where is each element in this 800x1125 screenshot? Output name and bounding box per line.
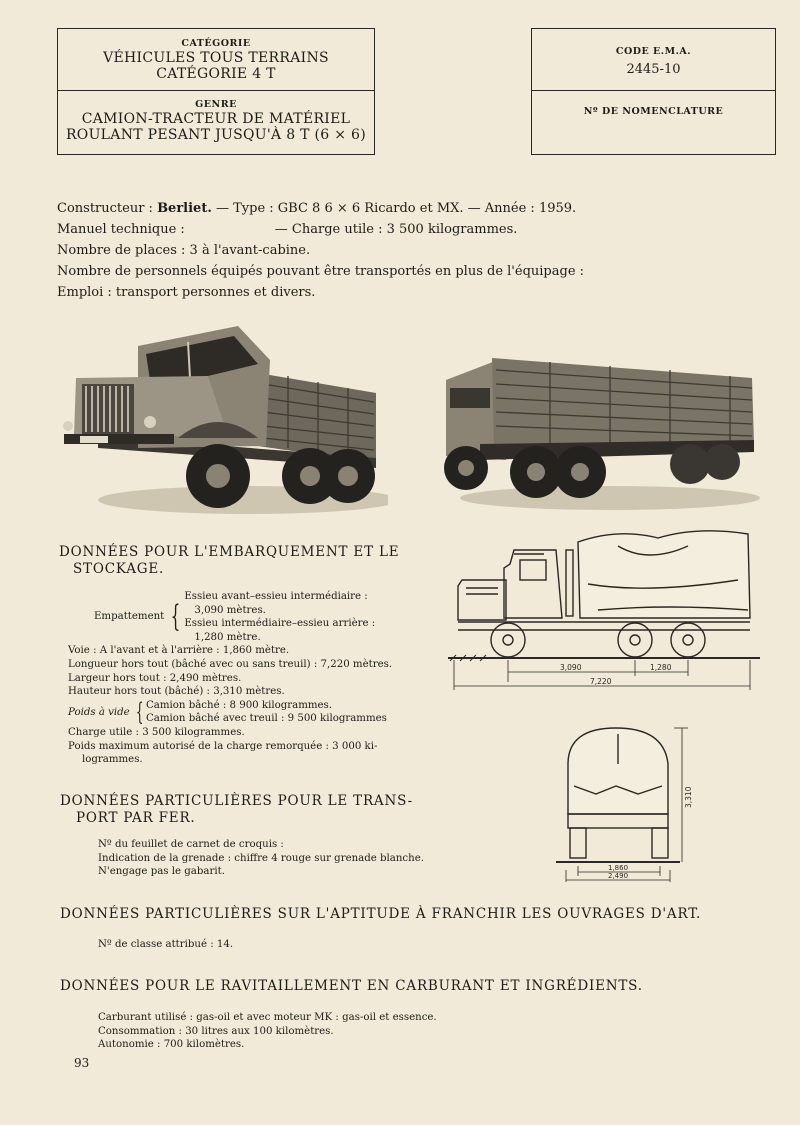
emp-line-a1: Essieu avant–essieu intermédiaire : [184,591,368,602]
emp-line-a2: 3,090 mètres. [194,604,266,616]
brace-glyph: { [171,599,181,635]
dim-wheelbase-label: 3,090 [560,663,582,672]
dim-height-label: 3,310 [684,786,693,808]
emp-line-b2: 1,280 mètre. [194,631,261,643]
largeur-line: Largeur hors tout : 2,490 mètres. [68,672,242,684]
ravitaillement-line-3: Autonomie : 700 kilomètres. [98,1039,245,1051]
code-value: 2445-10 [626,62,681,77]
fer-title [60,793,413,827]
embarquement-data [68,590,392,767]
empattement-group [68,590,392,644]
voie-line: Voie : A l'avant et à l'arrière : 1,860 mètre. [68,645,290,657]
hauteur-line: Hauteur hors tout (bâché) : 3,310 mètres. [68,686,285,698]
fer-line-3: N'engage pas le gabarit. [98,866,225,878]
poids-line-1: Camion bâché : 8 900 kilogrammes. [145,699,333,711]
category-label: CATÉGORIE [181,38,251,49]
fer-data [98,838,424,879]
ouvrages-line-1: Nº de classe attribué : 14. [98,939,234,950]
side-view-diagram [448,524,760,692]
dim-rear-label: 1,280 [650,663,672,672]
fer-line-1: Nº du feuillet de carnet de croquis : [98,839,284,850]
genre-line-1: CAMION-TRACTEUR DE MATÉRIEL [81,111,351,127]
rear-view-diagram [556,724,696,884]
embarquement-title-line-1: DONNÉES POUR L'EMBARQUEMENT ET LE [59,544,400,560]
fer-line-2: Indication de la grenade : chiffre 4 rouge sur grenade blanche. [98,852,424,864]
constructeur-line [57,198,777,219]
category-section [58,29,374,91]
charge-text: — Charge utile : 3 500 kilogrammes. [274,222,518,237]
dim-width-label: 2,490 [608,872,629,880]
fer-title-line-1: DONNÉES PARTICULIÈRES POUR LE TRANS- [60,793,413,809]
longueur-line: Longueur hors tout (bâché avec ou sans treuil) : 7,220 mètres. [68,658,393,670]
poids-group [68,699,392,726]
truck-photo-rear [440,340,760,515]
nomenclature-section [532,91,775,118]
ravitaillement-title: DONNÉES POUR LE RAVITAILLEMENT EN CARBURANT ET INGRÉDIENTS. [60,978,643,994]
ouvrages-title: DONNÉES PARTICULIÈRES SUR L'APTITUDE À FRANCHIR LES OUVRAGES D'ART. [60,906,702,922]
brace-glyph: { [135,698,144,727]
dim-length-label: 7,220 [590,677,612,686]
constructeur-label: Constructeur : [57,201,158,216]
embarquement-title-line-2: STOCKAGE. [73,561,165,577]
poids-values [146,699,387,726]
embarquement-title [59,544,399,578]
personnels-line: Nombre de personnels équipés pouvant être transportés en plus de l'équipage : [57,264,585,279]
category-line-2: CATÉGORIE 4 T [156,66,276,82]
code-section [532,29,775,91]
genre-label: GENRE [195,99,237,110]
emp-line-b1: Essieu intermédiaire–essieu arrière : [184,618,376,630]
dim-track-label: 1,860 [608,864,629,872]
empattement-label: Empattement [94,611,165,623]
manuel-line [57,219,777,240]
genre-section [58,91,374,143]
remorque-line-2: logrammes. [82,754,143,766]
vehicle-info [57,198,777,303]
empattement-values [184,590,375,644]
fer-title-line-2: PORT PAR FER. [76,810,196,826]
truck-photo-front [58,318,388,523]
category-box [57,28,375,155]
constructeur-value: Berliet. [157,201,212,216]
genre-line-2: ROULANT PESANT JUSQU'À 8 T (6 × 6) [65,127,367,143]
manuel-label: Manuel technique : [57,222,185,237]
type-text: — Type : GBC 8 6 × 6 Ricardo et MX. — Année : 1959. [211,201,577,216]
page-number: 93 [74,1056,90,1070]
ravitaillement-line-1: Carburant utilisé : gas-oil et avec moteur MK : gas-oil et essence. [98,1012,437,1023]
charge-line: Charge utile : 3 500 kilogrammes. [68,726,245,738]
places-line: Nombre de places : 3 à l'avant-cabine. [57,243,311,258]
category-line-1: VÉHICULES TOUS TERRAINS [103,50,329,66]
poids-label: Poids à vide [68,706,130,718]
poids-line-2: Camion bâché avec treuil : 9 500 kilogrammes [145,713,387,725]
ouvrages-data [98,938,233,952]
ravitaillement-data [98,1011,437,1052]
nomenclature-label: Nº DE NOMENCLATURE [583,106,724,117]
emploi-line: Emploi : transport personnes et divers. [57,285,316,300]
remorque-line-1: Poids maximum autorisé de la charge remorquée : 3 000 ki- [68,740,378,752]
code-label: CODE E.M.A. [615,46,692,57]
code-box [531,28,776,155]
ravitaillement-line-2: Consommation : 30 litres aux 100 kilomètres. [98,1025,334,1037]
